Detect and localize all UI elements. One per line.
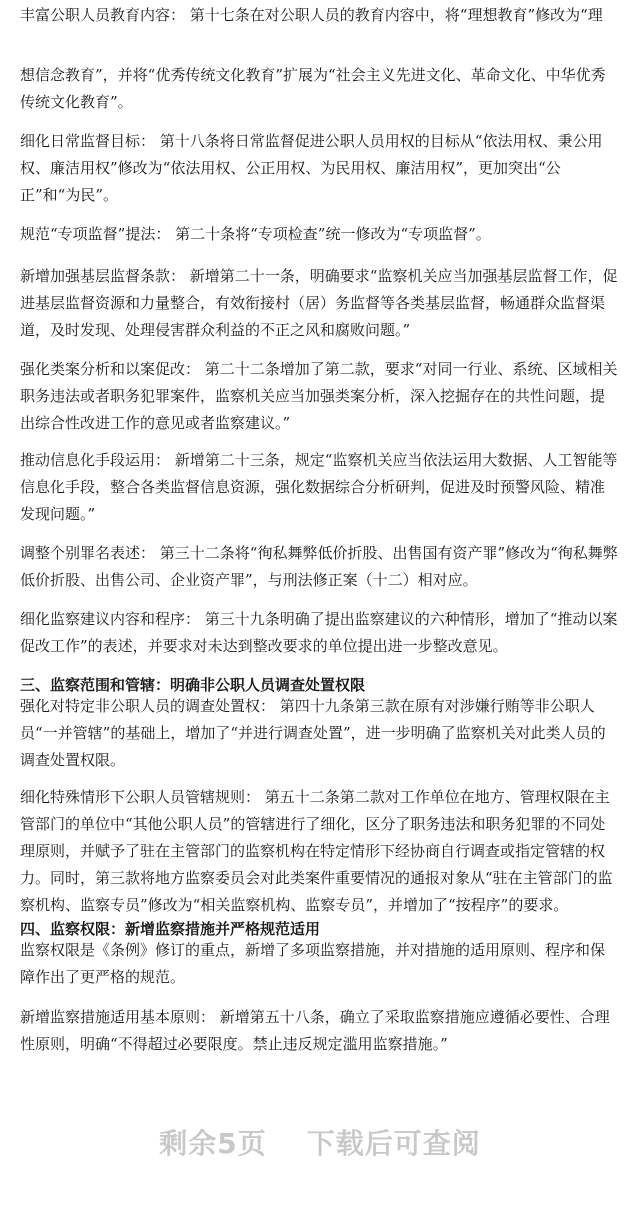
paragraph-case-analysis: 强化类案分析和以案促改： 第二十二条增加了第二款，要求“对同一行业、系统、区域相关职务违法或者职务犯罪案件，监察机关应当加强类案分析，深入挖掘存在的共性问题，提出综合性改进工作的意见或者监察建议。”: [20, 360, 618, 432]
paragraph-non-public-personnel: 强化对特定非公职人员的调查处置权： 第四十九条第三款在原有对涉嫌行贿等非公职人员“一并管辖”的基础上，增加了“并进行调查处置”，进一步明确了监察机关对此类人员的调查处置权限。: [20, 697, 606, 769]
download-prompt-banner[interactable]: [0, 1122, 640, 1162]
paragraph-education-content-continued: 想信念教育”，并将“优秀传统文化教育”扩展为“社会主义先进文化、革命文化、中华优秀传统文化教育”。: [20, 66, 606, 111]
paragraph-measures-principles: 新增监察措施适用基本原则： 新增第五十八条，确立了采取监察措施应遵循必要性、合理性原则，明确“不得超过必要限度。禁止违反规定滥用监察措施。”: [20, 1008, 610, 1053]
paragraph-special-jurisdiction-rules: 细化特殊情形下公职人员管辖规则： 第五十二条第二款对工作单位在地方、管理权限在主管部门的单位中“其他公职人员”的管辖进行了细化，区分了职务违法和职务犯罪的不同处理原则，并赋予了驻在主管部门的监察机构在特定情形下经协商自行调查或指定管辖的权力。同时，第三款将地方监察委员会对此类案件重要情况的通报对象从“驻在主管部门的监察机构、监察专员”修改为“相关监察机构、监察专员”，并增加了“按程序”的要求。: [20, 788, 613, 914]
section-heading-jurisdiction: 三、监察范围和管辖：明确非公职人员调查处置权限: [20, 676, 366, 694]
paragraph-special-supervision: 规范“专项监督”提法： 第二十条将“专项检查”统一修改为“专项监督”。: [20, 225, 491, 243]
paragraph-grassroots-supervision: 新增加强基层监督条款： 新增第二十一条，明确要求“监察机关应当加强基层监督工作，促进基层监督资源和力量整合，有效衔接村（居）务监督等各类基层监督，畅通群众监督渠道，及时发现、处理侵害群众利益的不正之风和腐败问题。”: [20, 267, 618, 339]
paragraph-supervision-suggestions: 细化监察建议内容和程序： 第三十九条明确了提出监察建议的六种情形，增加了“推动以案促改工作”的表述，并要求对未达到整改要求的单位提出进一步整改意见。: [20, 610, 618, 655]
download-to-read-label[interactable]: 下载后可查阅: [306, 1127, 481, 1160]
section-heading-supervision-powers: 四、监察权限：新增监察措施并严格规范适用: [20, 920, 321, 938]
paragraph-daily-supervision: 细化日常监督目标： 第十八条将日常监督促进公职人员用权的目标从“依法用权、秉公用权、廉洁用权”修改为“依法用权、公正用权、为民用权、廉洁用权”，更加突出“公正”和“为民”。: [20, 132, 603, 204]
paragraph-supervision-powers-intro: 监察权限是《条例》修订的重点，新增了多项监察措施，并对措施的适用原则、程序和保障作出了更严格的规范。: [20, 941, 606, 986]
paragraph-crime-name-adjustment: 调整个别罪名表述： 第三十二条将“徇私舞弊低价折股、出售国有资产罪”修改为“徇私舞弊低价折股、出售公司、企业资产罪”，与刑法修正案（十二）相对应。: [20, 544, 618, 589]
remaining-pages-label: 剩余5页: [159, 1127, 267, 1160]
paragraph-education-content-first-line: 丰富公职人员教育内容： 第十七条在对公职人员的教育内容中，将“理想教育”修改为“理: [20, 6, 603, 24]
paragraph-informatization: 推动信息化手段运用： 新增第二十三条，规定“监察机关应当依法运用大数据、人工智能等信息化手段，整合各类监督信息资源，强化数据综合分析研判，促进及时预警风险、精准发现问题。”: [20, 451, 618, 523]
